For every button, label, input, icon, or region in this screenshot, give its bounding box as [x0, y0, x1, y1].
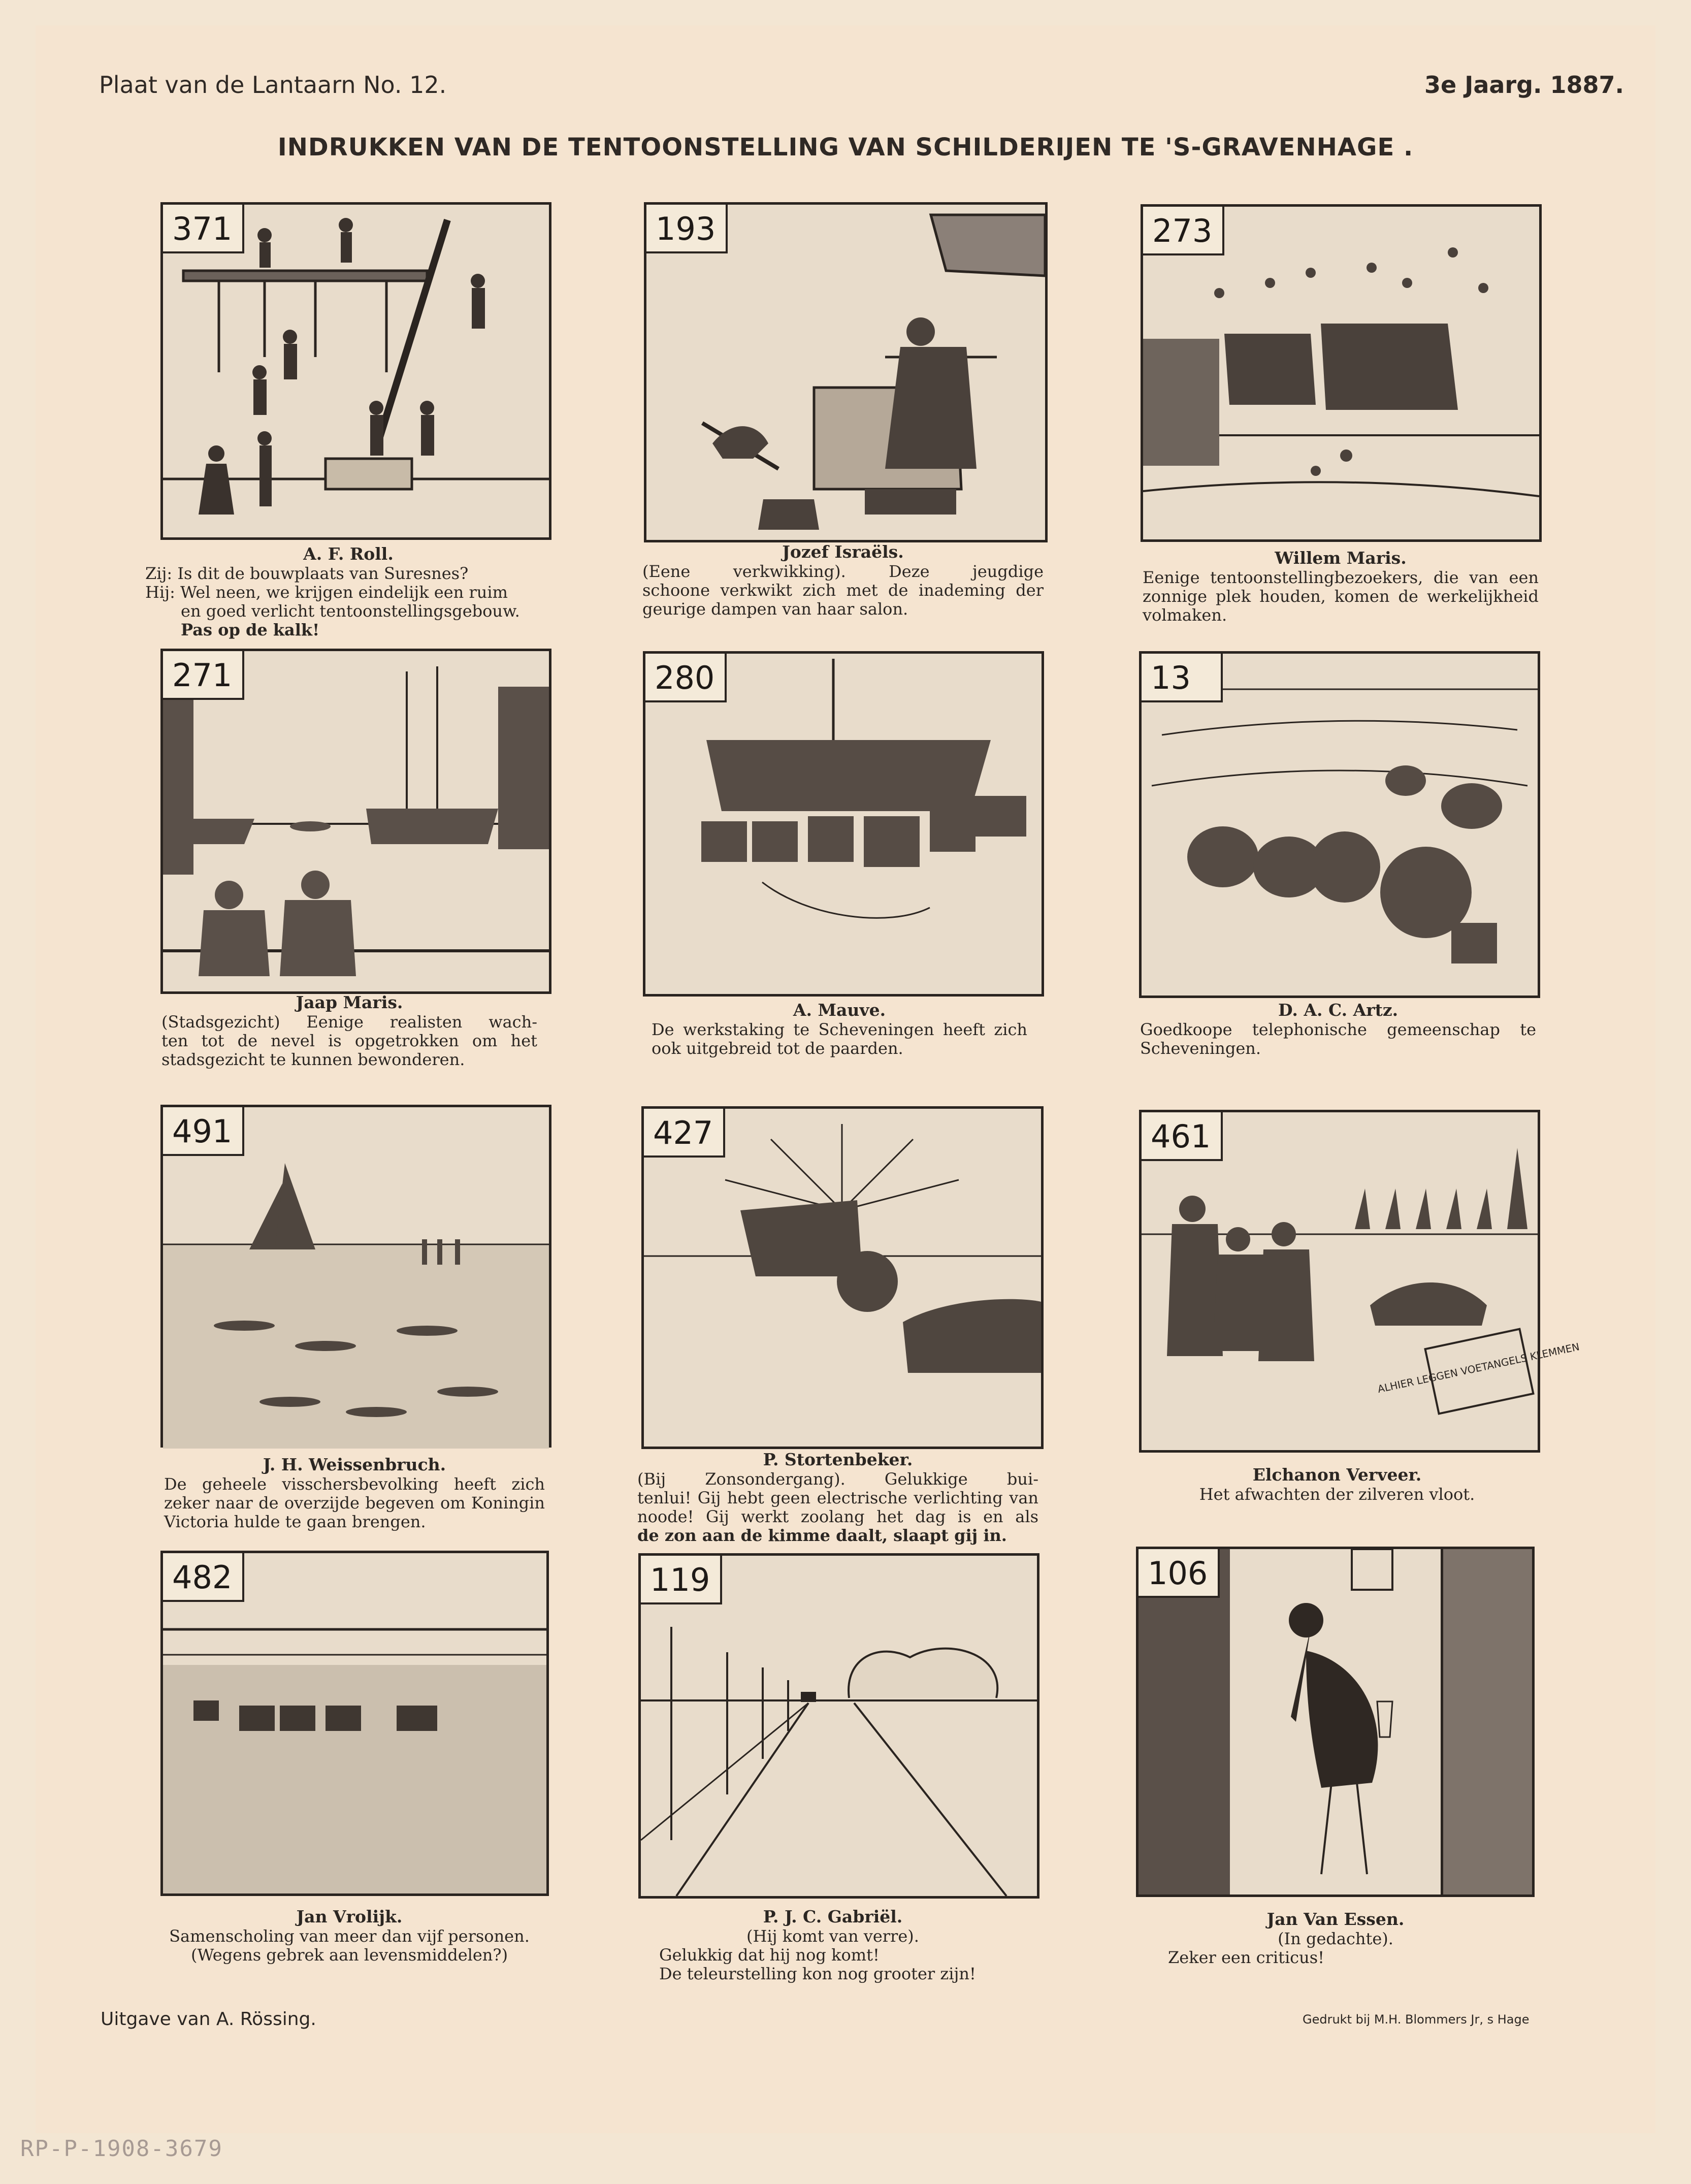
caption-line: Zij: Is dit de bouwplaats van Suresnes? [145, 564, 469, 583]
artist-name: P. J. C. Gabriël. [763, 1907, 903, 1926]
illustration-panel-491 [160, 1105, 551, 1448]
caption-line: Gelukkig dat hij nog komt! [659, 1945, 880, 1965]
caption-271 [161, 993, 537, 1069]
catalogue-number: 106 [1139, 1549, 1220, 1598]
warning-sign-text: ALHIER LEGGEN VOETANGELS KLEMMEN [1376, 1340, 1581, 1396]
caption-491 [164, 1455, 545, 1531]
catalogue-number: 13 [1142, 654, 1223, 702]
caption-line: zonnige plek houden, komen de werkelijkheid [1143, 587, 1539, 606]
caption-371 [145, 544, 551, 639]
caption-line: (Bij Zonsondergang). Gelukkige bui- [637, 1469, 1038, 1489]
catalogue-number: 461 [1142, 1112, 1223, 1161]
illustration-panel-280 [643, 651, 1044, 997]
artist-name: Jan Vrolijk. [296, 1907, 403, 1926]
caption-line: (Wegens gebrek aan levensmiddelen?) [190, 1945, 508, 1965]
page-title: INDRUKKEN VAN DE TENTOONSTELLING VAN SCHILDERIJEN TE 'S-GRAVENHAGE . [277, 133, 1414, 162]
caption-280 [652, 1001, 1027, 1058]
artist-name: J. H. Weissenbruch. [263, 1455, 446, 1474]
marabou-stork-illustration [1139, 1549, 1532, 1894]
caption-line: noode! Gij werkt zoolang het dag is en als [637, 1507, 1038, 1526]
illustration-panel-427 [641, 1106, 1044, 1449]
catalogue-number: 119 [641, 1556, 722, 1604]
illustration-panel-271 [160, 649, 551, 994]
caption-273 [1143, 549, 1539, 625]
net-menders-illustration [1142, 654, 1538, 995]
grazing-cows-illustration [163, 1553, 546, 1893]
artist-name: Elchanon Verveer. [1252, 1465, 1422, 1485]
caption-line: Pas op de kalk! [181, 620, 320, 639]
catalogue-number: 271 [163, 651, 244, 700]
waiting-fleet-illustration [1142, 1112, 1581, 1450]
artist-name: Jozef Israëls. [782, 542, 904, 562]
caption-193 [642, 542, 1044, 619]
caption-13 [1140, 1001, 1536, 1058]
caption-line: de zon aan de kimme daalt, slaapt gij in. [637, 1526, 1007, 1545]
printer-credit: Gedrukt bij M.H. Blommers Jr, s Hage [1303, 2012, 1530, 2027]
year-header: 3e Jaarg. 1887. [1424, 71, 1624, 99]
caption-line: Hij: Wel neen, we krijgen eindelijk een ruim [145, 583, 508, 602]
railway-illustration [641, 1556, 1037, 1896]
caption-427 [637, 1450, 1038, 1545]
caption-line: De teleurstelling kon nog grooter zijn! [659, 1964, 976, 1983]
caption-line: Victoria hulde te gaan brengen. [164, 1512, 426, 1531]
cityscape-illustration [163, 651, 549, 991]
artist-name: P. Stortenbeker. [763, 1450, 913, 1469]
empty-beach-illustration [163, 1107, 549, 1445]
illustration-panel-461 [1139, 1110, 1581, 1453]
resting-woman-illustration [646, 205, 1045, 540]
caption-line: Scheveningen. [1140, 1039, 1261, 1058]
caption-line: (In gedachte). [1278, 1929, 1393, 1948]
catalogue-number: 371 [163, 205, 244, 253]
caption-line: Zeker een criticus! [1168, 1948, 1324, 1967]
artist-name: A. Mauve. [793, 1000, 886, 1020]
caption-line: (Eene verkwikking). Deze jeugdige [642, 562, 1044, 581]
artist-name: Willem Maris. [1275, 548, 1407, 568]
caption-line: Goedkoope telephonische gemeenschap te [1140, 1020, 1536, 1039]
catalogue-number: 482 [163, 1553, 244, 1602]
caption-line: (Hij komt van verre). [746, 1926, 919, 1946]
illustration-panel-193 [644, 202, 1048, 542]
caption-line: (Stadsgezicht) Eenige realisten wach- [161, 1012, 537, 1032]
artist-name: D. A. C. Artz. [1278, 1000, 1399, 1020]
inventory-mark: RP-P-1908-3679 [20, 2136, 223, 2162]
caption-line: geurige dampen van haar salon. [642, 599, 908, 619]
caption-line: stadsgezicht te kunnen bewonderen. [161, 1050, 465, 1069]
caption-line: ook uitgebreid tot de paarden. [652, 1039, 903, 1058]
caption-line: Eenige tentoonstellingbezoekers, die van een [1143, 568, 1539, 587]
builders-scene-illustration [163, 205, 549, 537]
caption-line: zeker naar de overzijde begeven om Koningin [164, 1493, 545, 1513]
artist-name: Jaap Maris. [296, 992, 403, 1012]
caption-line: De werkstaking te Scheveningen heeft zich [652, 1020, 1027, 1039]
caption-106 [1137, 1910, 1534, 1967]
artist-name: Jan Van Essen. [1266, 1909, 1405, 1929]
catalogue-number: 273 [1143, 207, 1224, 255]
illustration-panel-273 [1141, 204, 1542, 542]
caption-line: volmaken. [1143, 605, 1227, 625]
milking-cow-illustration [644, 1109, 1041, 1447]
illustration-panel-119 [638, 1553, 1039, 1899]
caption-line: ten tot de nevel is opgetrokken om het [161, 1031, 537, 1050]
catalogue-number: 280 [645, 654, 727, 702]
illustration-panel-13 [1139, 651, 1540, 998]
caption-119 [645, 1907, 1021, 1983]
catalogue-number: 491 [163, 1107, 244, 1156]
publisher-credit: Uitgave van A. Rössing. [101, 2009, 316, 2030]
caption-line: schoone verkwikt zich met de inademing der [642, 581, 1044, 600]
caption-line: Samenscholing van meer dan vijf personen. [169, 1926, 530, 1946]
illustration-panel-482 [160, 1551, 549, 1896]
horses-and-boat-illustration [645, 654, 1042, 994]
caption-461 [1139, 1465, 1535, 1504]
caption-line: Het afwachten der zilveren vloot. [1199, 1485, 1475, 1504]
illustration-panel-106 [1136, 1547, 1535, 1897]
caption-line: De geheele visschersbevolking heeft zich [164, 1474, 545, 1494]
plate-number-header: Plaat van de Lantaarn No. 12. [99, 71, 447, 99]
artist-name: A. F. Roll. [303, 544, 394, 564]
catalogue-number: 193 [646, 205, 728, 253]
illustration-panel-371 [160, 202, 551, 540]
cows-and-flies-illustration [1143, 207, 1539, 539]
catalogue-number: 427 [644, 1109, 725, 1158]
caption-482 [161, 1907, 537, 1965]
caption-line: tenlui! Gij hebt geen electrische verlichting van [637, 1488, 1038, 1507]
caption-line: en goed verlicht tentoonstellingsgebouw. [181, 601, 520, 621]
